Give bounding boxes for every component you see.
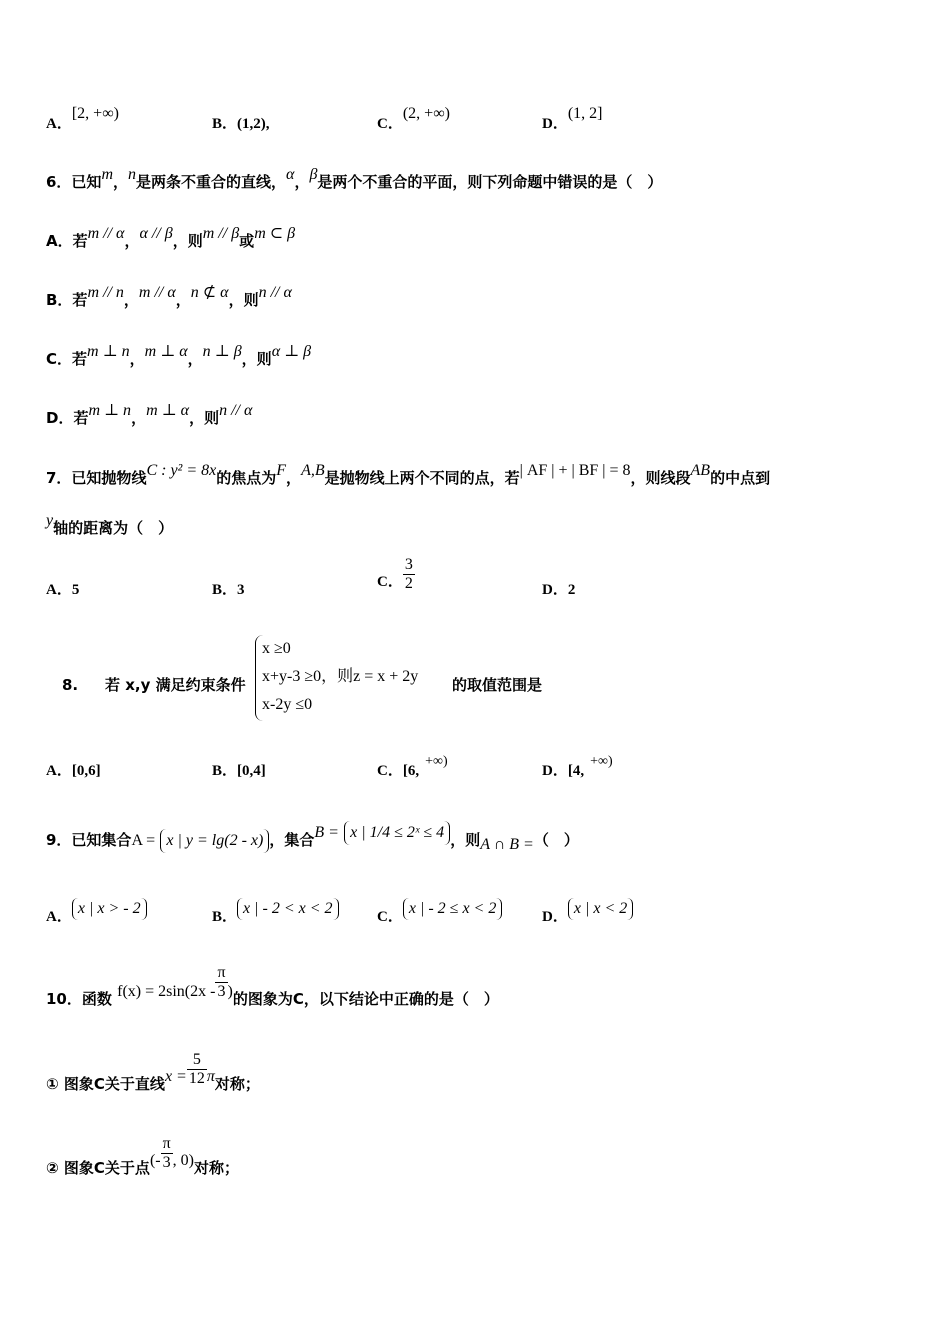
text: 若 x,y 满足约束条件 — [105, 676, 246, 694]
q8-choice-d — [542, 754, 613, 780]
set-b: x | 1/4 ≤ 2ˣ ≤ 4 — [344, 821, 450, 845]
q7-choice-c — [377, 556, 415, 593]
q8-number — [62, 675, 78, 695]
fraction — [215, 964, 227, 1001]
text: 6．已知 — [46, 173, 102, 191]
q6-choice-d — [46, 402, 253, 429]
text: 的图象为C，以下结论中正确的是（ ） — [232, 990, 499, 1008]
math: AB — [690, 462, 711, 479]
q9-choice-d — [542, 897, 633, 925]
choice-math: (2, +∞) — [402, 105, 450, 122]
fraction — [187, 1051, 207, 1088]
text: B．若 — [46, 291, 88, 309]
text: ② 图象C关于点 — [46, 1159, 150, 1177]
math: m // α — [87, 225, 125, 242]
choice-set: x | x < 2 — [568, 898, 633, 920]
q10-stem — [46, 964, 499, 1010]
text: （ ） — [533, 831, 579, 849]
q6-choice-b — [46, 284, 292, 311]
choice-math: (1, 2] — [567, 105, 603, 122]
text: 轴的距离为（ ） — [53, 519, 174, 537]
math: n // α — [219, 402, 253, 419]
math: α — [286, 166, 295, 183]
choice-label: B．[0,4] — [212, 763, 266, 779]
text: ， — [113, 173, 129, 191]
q5-choice-c — [377, 105, 450, 133]
q10-statement-2 — [46, 1135, 240, 1179]
text: ，则 — [241, 350, 272, 368]
text: A．若 — [46, 232, 88, 250]
text: C．若 — [46, 350, 88, 368]
choice-set: x | x > - 2 — [72, 898, 147, 920]
q8-choice-b — [212, 759, 266, 780]
q9-stem — [46, 824, 579, 853]
text: ， — [286, 469, 302, 487]
constraint-line: x+y-3 ≥0，则z = x + 2y — [262, 668, 419, 685]
math: m // β — [202, 225, 240, 242]
math: m ⊥ α — [146, 402, 190, 419]
numerator: π — [217, 964, 226, 981]
math: m ⊥ α — [144, 343, 188, 360]
math: n — [128, 166, 137, 183]
text: 的取值范围是 — [452, 676, 543, 694]
choice-label: C． — [377, 909, 403, 925]
text: D．若 — [46, 409, 89, 427]
text: ， — [129, 350, 145, 368]
constraint-line: x ≥0 — [262, 640, 291, 657]
math: (- — [149, 1152, 161, 1169]
text: ， — [175, 291, 191, 309]
math: f(x) = 2sin(2x - — [117, 983, 216, 1000]
text: 7．已知抛物线 — [46, 469, 147, 487]
choice-math: [2, +∞) — [71, 105, 119, 122]
math: n ⊥ β — [202, 343, 242, 360]
text: 是抛物线上两个不同的点，若 — [324, 469, 520, 487]
choice-label: C． — [377, 116, 403, 132]
text: 9．已知集合 — [46, 831, 132, 849]
choice-label: B． — [212, 909, 238, 925]
text: ，集合 — [269, 831, 315, 849]
denominator: 3 — [162, 1154, 171, 1171]
text: 的焦点为 — [216, 469, 277, 487]
choice-math: +∞) — [590, 754, 613, 769]
q7-stem — [46, 462, 771, 489]
math: | AF | + | BF | = 8 — [519, 462, 631, 479]
text: ，则 — [450, 831, 481, 849]
q9-choice-b — [212, 897, 339, 925]
text: ，则线段 — [630, 469, 691, 487]
q5-choice-a — [46, 105, 119, 133]
choice-label: D． — [542, 909, 568, 925]
math: A = — [131, 832, 156, 849]
choice-label: A．5 — [46, 582, 80, 598]
text: ① 图象C关于直线 — [46, 1075, 165, 1093]
choice-label: A． — [46, 116, 72, 132]
q7-choice-d — [542, 578, 575, 599]
math: n // α — [258, 284, 292, 301]
denominator: 3 — [217, 983, 226, 1000]
math: x = — [164, 1068, 187, 1085]
numerator: π — [162, 1135, 171, 1152]
choice-label: D．2 — [542, 582, 576, 598]
math: ) — [227, 983, 233, 1000]
text: 或 — [239, 232, 255, 250]
choice-label: D．[4, — [542, 763, 585, 779]
choice-label: B．3 — [212, 582, 245, 598]
math: y — [46, 512, 54, 529]
choice-label: B．(1,2), — [212, 116, 270, 132]
fraction — [403, 556, 415, 593]
math: B = — [314, 824, 339, 841]
math: α ⊥ β — [271, 343, 312, 360]
q6-choice-c — [46, 343, 312, 370]
text: ， — [124, 232, 140, 250]
math: n ⊄ α — [190, 284, 229, 301]
math: m ⊥ n — [88, 402, 132, 419]
math: A ∩ B = — [480, 836, 534, 853]
q7-choice-a — [46, 578, 79, 599]
q6-stem — [46, 166, 663, 193]
q8-stem — [105, 675, 246, 695]
q6-choice-a — [46, 225, 296, 252]
q7-stem-line2 — [46, 512, 174, 539]
math: m // n — [87, 284, 124, 301]
q9-choice-a — [46, 897, 147, 925]
text: 对称； — [214, 1075, 260, 1093]
denominator: 2 — [404, 575, 413, 592]
text: ，则 — [228, 291, 259, 309]
choice-label: C．[6, — [377, 763, 420, 779]
text: ， — [131, 409, 147, 427]
math: m ⊥ n — [87, 343, 130, 360]
math: , 0) — [172, 1152, 194, 1169]
denominator: 12 — [188, 1070, 205, 1087]
text: ， — [294, 173, 310, 191]
q8-constraint-system — [255, 635, 452, 721]
q5-choice-d — [542, 105, 603, 133]
text: ， — [123, 291, 139, 309]
choice-label: A． — [46, 909, 72, 925]
choice-label: C． — [377, 573, 403, 590]
math: C : y² = 8x — [146, 462, 217, 479]
q8-choice-c — [377, 754, 448, 780]
text: 的中点到 — [710, 469, 771, 487]
constraint-line: x-2y ≤0 — [262, 696, 313, 713]
choice-label: A．[0,6] — [46, 763, 101, 779]
math: A,B — [301, 462, 325, 479]
choice-set: x | - 2 ≤ x < 2 — [403, 898, 503, 920]
choice-math: +∞) — [425, 754, 448, 769]
set-a: x | y = lg(2 - x) — [160, 829, 269, 853]
text: 对称； — [194, 1159, 240, 1177]
q9-choice-c — [377, 897, 502, 925]
q8-choice-a — [46, 759, 101, 780]
math: α // β — [139, 225, 173, 242]
text: 是两条不重合的直线， — [136, 173, 287, 191]
text: 10．函数 — [46, 990, 112, 1008]
math: π — [206, 1068, 215, 1085]
q5-choice-b — [212, 112, 270, 133]
text: 8. — [62, 676, 79, 694]
math: F — [276, 462, 287, 479]
numerator: 3 — [404, 556, 413, 573]
text: ，则 — [189, 409, 220, 427]
choice-set: x | - 2 < x < 2 — [237, 898, 339, 920]
math: β — [309, 166, 318, 183]
text: ，则 — [172, 232, 203, 250]
math: m ⊂ β — [254, 225, 296, 242]
q8-tail — [452, 675, 542, 695]
fraction — [161, 1135, 173, 1172]
math: m // α — [138, 284, 176, 301]
numerator: 5 — [187, 1051, 207, 1070]
math: m — [101, 166, 113, 183]
text: ， — [187, 350, 203, 368]
q10-statement-1 — [46, 1051, 260, 1095]
q7-choice-b — [212, 578, 245, 599]
text: 是两个不重合的平面，则下列命题中错误的是（ ） — [317, 173, 663, 191]
choice-label: D． — [542, 116, 568, 132]
